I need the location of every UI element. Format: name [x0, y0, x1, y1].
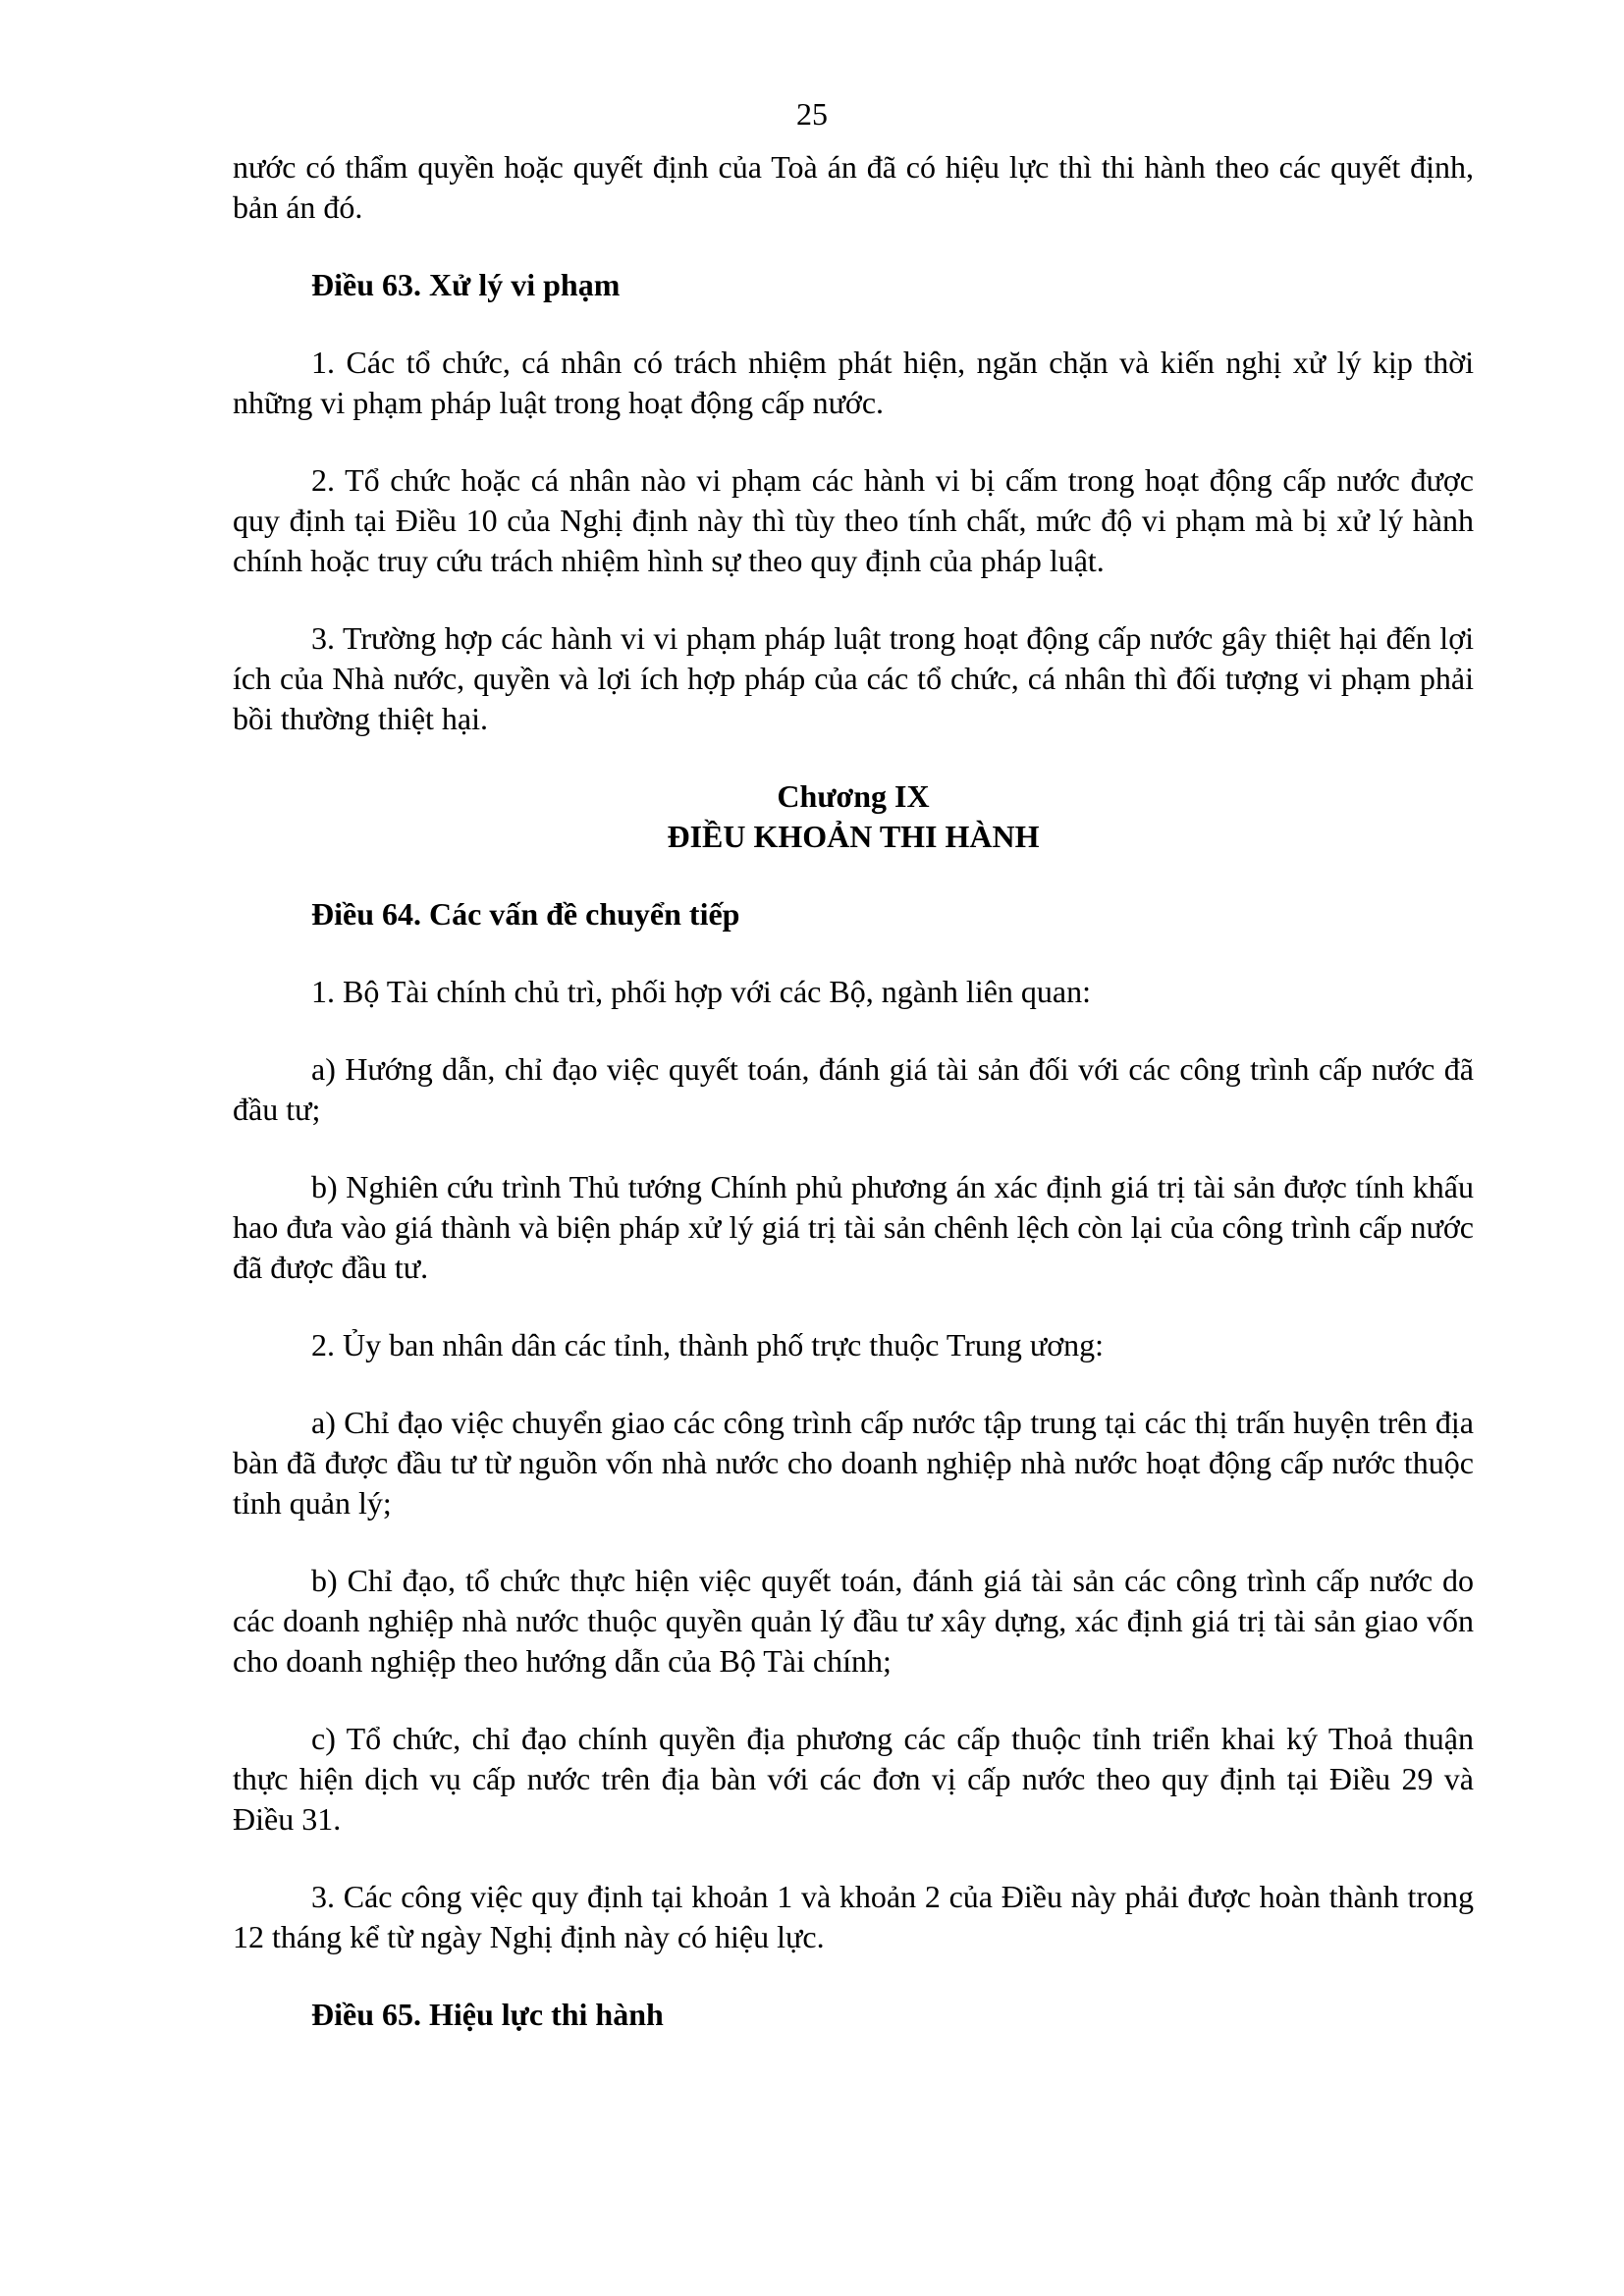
page-body: [233, 147, 1474, 2035]
article-64-clause-1a: a) Hướng dẫn, chỉ đạo việc quyết toán, đánh giá tài sản đối với các công trình cấp nước đã đầu tư;: [233, 1051, 1474, 1127]
page-number: 25: [796, 96, 828, 132]
chapter-title: ĐIỀU KHOẢN THI HÀNH: [667, 819, 1040, 854]
article-64-clause-1: 1. Bộ Tài chính chủ trì, phối hợp với các Bộ, ngành liên quan:: [311, 974, 1091, 1009]
article-64-clause-3: 3. Các công việc quy định tại khoản 1 và khoản 2 của Điều này phải được hoàn thành trong 12 tháng kể từ ngày Nghị định này có hiệu lực.: [233, 1879, 1474, 1954]
article-64-clause-2c: c) Tổ chức, chỉ đạo chính quyền địa phương các cấp thuộc tỉnh triển khai ký Thoả thuận thực hiện dịch vụ cấp nước trên địa bàn với các đơn vị cấp nước theo quy định tại Điều 29 và Điều 31.: [233, 1721, 1474, 1837]
article-64-heading: Điều 64. Các vấn đề chuyển tiếp: [311, 896, 740, 932]
article-64-clause-2: 2. Ủy ban nhân dân các tỉnh, thành phố trực thuộc Trung ương:: [311, 1327, 1105, 1362]
article-64-clause-2a: a) Chỉ đạo việc chuyển giao các công trình cấp nước tập trung tại các thị trấn huyện trên địa bàn đã được đầu tư từ nguồn vốn nhà nước cho doanh nghiệp nhà nước hoạt động cấp nước thuộc tỉnh quản lý;: [233, 1405, 1474, 1521]
article-63-clause-2: 2. Tổ chức hoặc cá nhân nào vi phạm các hành vi bị cấm trong hoạt động cấp nước được quy định tại Điều 10 của Nghị định này thì tùy theo tính chất, mức độ vi phạm mà bị xử lý hành chính hoặc truy cứu trách nhiệm hình sự theo quy định của pháp luật.: [233, 462, 1474, 578]
article-63-clause-1: 1. Các tổ chức, cá nhân có trách nhiệm phát hiện, ngăn chặn và kiến nghị xử lý kịp thời những vi phạm pháp luật trong hoạt động cấp nước.: [233, 345, 1474, 420]
article-65-heading: Điều 65. Hiệu lực thi hành: [311, 1997, 664, 2032]
article-63-clause-3: 3. Trường hợp các hành vi vi phạm pháp luật trong hoạt động cấp nước gây thiệt hại đến lợi ích của Nhà nước, quyền và lợi ích hợp pháp của các tổ chức, cá nhân thì đối tượng vi phạm phải bồi thường thiệt hại.: [233, 620, 1474, 736]
article-63-heading: Điều 63. Xử lý vi phạm: [311, 267, 621, 302]
paragraph-continuation: nước có thẩm quyền hoặc quyết định của Toà án đã có hiệu lực thì thi hành theo các quyết định, bản án đó.: [233, 149, 1474, 225]
article-64-clause-1b: b) Nghiên cứu trình Thủ tướng Chính phủ phương án xác định giá trị tài sản được tính khấu hao đưa vào giá thành và biện pháp xử lý giá trị tài sản chênh lệch còn lại của công trình cấp nước đã được đầu tư.: [233, 1169, 1474, 1285]
article-64-clause-2b: b) Chỉ đạo, tổ chức thực hiện việc quyết toán, đánh giá tài sản các công trình cấp nước do các doanh nghiệp nhà nước thuộc quyền quản lý đầu tư xây dựng, xác định giá trị tài sản giao vốn cho doanh nghiệp theo hướng dẫn của Bộ Tài chính;: [233, 1563, 1474, 1679]
chapter-number: Chương IX: [777, 778, 930, 814]
